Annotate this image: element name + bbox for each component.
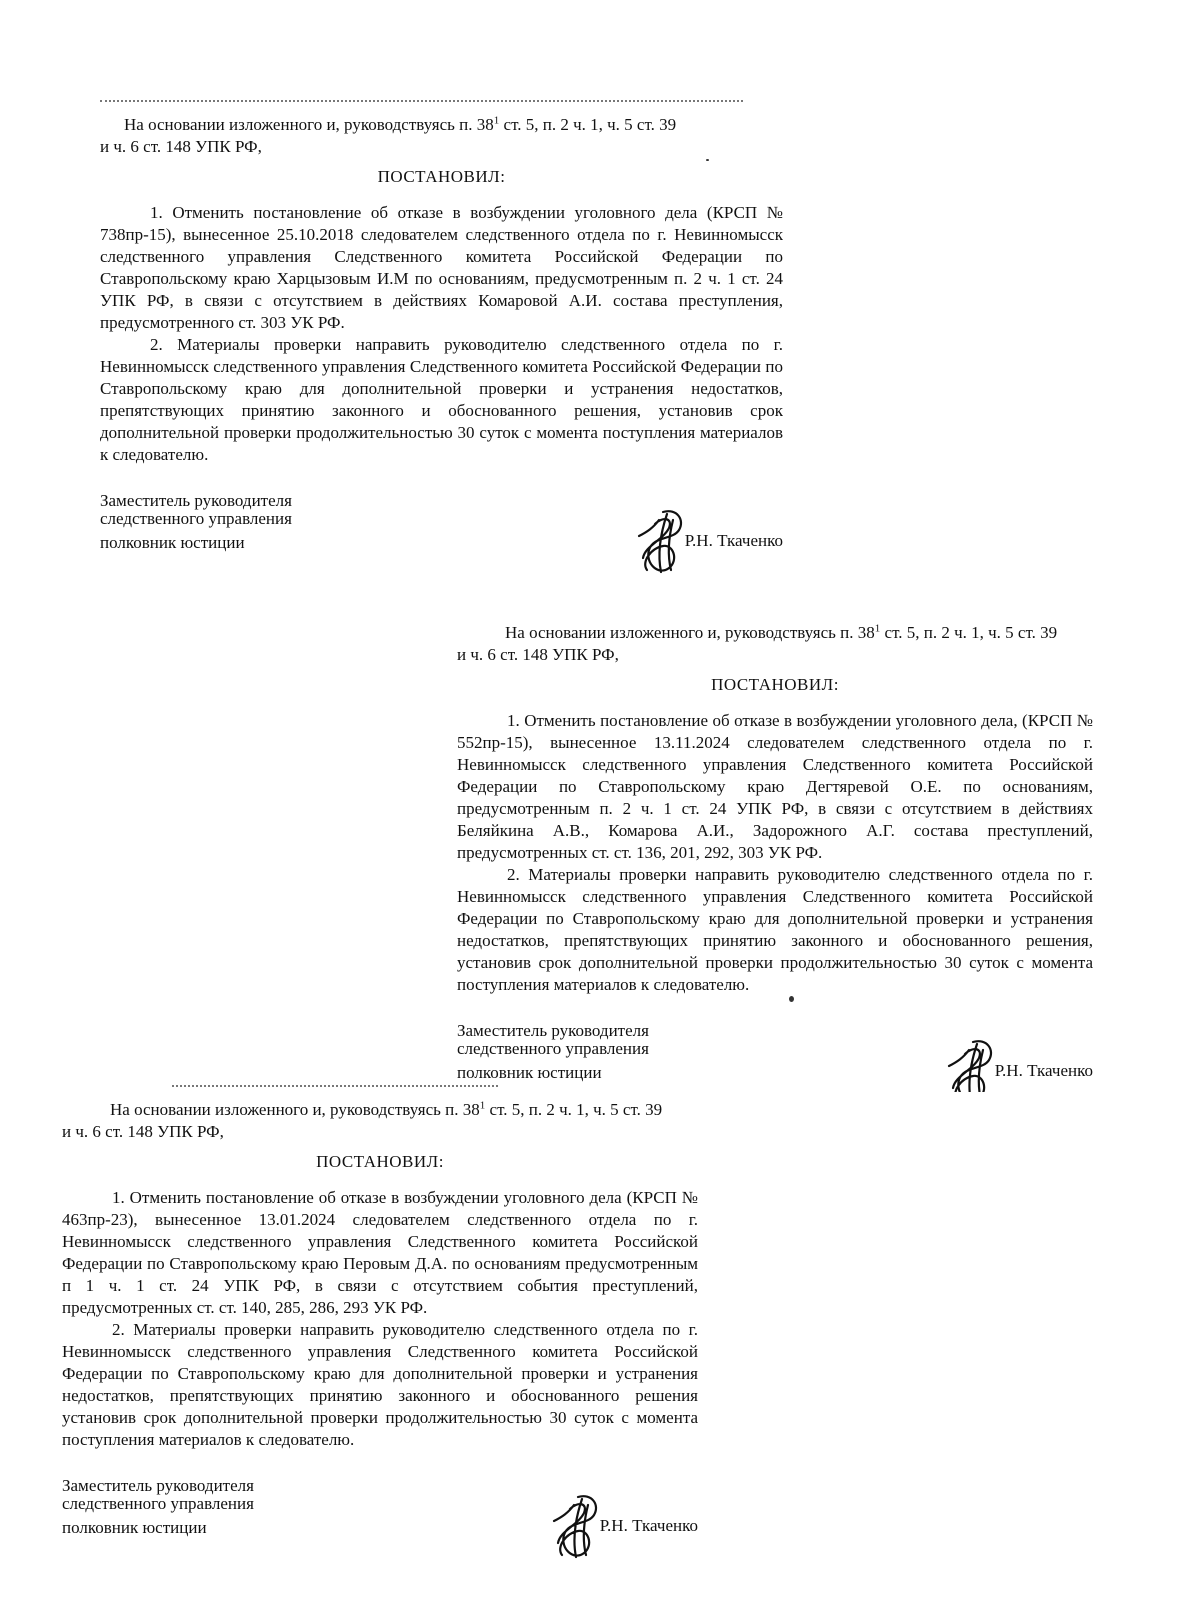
signer-name: Р.Н. Ткаченко <box>684 531 783 550</box>
resolution-item-1: 1. Отменить постановление об отказе в возбуждении уголовного дела (КРСП № 463пр-23), вынесенное 13.01.2024 следователем следственного отдела по г. Невинномысск следственного управления Следственного комитета Российской Федерации по Ставропольскому краю Перовым Д.А. по основаниям предусмотренным п 1 ч. 1 ст. 24 УПК РФ, в связи с отсутствием события преступлений, предусмотренных ст. ст. 140, 285, 286, 293 УК РФ. <box>62 1188 698 1317</box>
basis-text: На основании изложенного и, руководствуясь п. 38 <box>124 115 494 134</box>
basis-superscript: 1 <box>479 1099 486 1112</box>
resolution-item-2: 2. Материалы проверки направить руководителю следственного отдела по г. Невинномысск следственного управления Следственного комитета Российской Федерации по Ставропольскому краю для дополнительной проверки и устранения недостатков, препятствующих принятию законного и обоснованного решения установив срок дополнительной проверки продолжительностью 30 суток с момента поступления материалов к следователю. <box>62 1320 698 1449</box>
resolution-item-2: 2. Материалы проверки направить руководителю следственного отдела по г. Невинномысск следственного управления Следственного комитета Российской Федерации по Ставропольскому краю для дополнительной проверки и устранения недостатков, препятствующих принятию законного и обоснованного решения, установив срок дополнительной проверки продолжительностью 30 суток с момента поступления материалов к следователю. <box>457 865 1093 994</box>
signer-position-line-2: следственного управления <box>62 1494 254 1513</box>
basis-text-tail: ст. 5, п. 2 ч. 1, ч. 5 ст. 39 <box>880 623 1058 642</box>
document-fragment-2 <box>457 622 1093 1092</box>
document-fragment-1 <box>100 100 783 600</box>
resolution-title: ПОСТАНОВИЛ: <box>377 167 506 186</box>
signature-block <box>62 1477 698 1567</box>
basis-superscript: 1 <box>874 622 881 635</box>
signer-position-line-1: Заместитель руководителя <box>457 1021 649 1040</box>
basis-text-tail: ст. 5, п. 2 ч. 1, ч. 5 ст. 39 <box>485 1100 663 1119</box>
basis-superscript: 1 <box>493 114 500 127</box>
basis-text-tail: ст. 5, п. 2 ч. 1, ч. 5 ст. 39 <box>499 115 677 134</box>
resolution-item-2: 2. Материалы проверки направить руководителю следственного отдела по г. Невинномысск следственного управления Следственного комитета Российской Федерации по Ставропольскому краю для дополнительной проверки и устранения недостатков, препятствующих принятию законного и обоснованного решения, установив срок дополнительной проверки продолжительностью 30 суток с момента поступления материалов к следователю. <box>100 335 783 464</box>
basis-paragraph <box>457 622 1093 644</box>
signer-position-line-2: следственного управления <box>100 509 292 528</box>
signer-rank: полковник юстиции <box>100 533 245 552</box>
signer-position-line-2: следственного управления <box>457 1039 649 1058</box>
cut-text-line <box>172 1085 498 1095</box>
basis-paragraph <box>100 114 783 136</box>
signer-name: Р.Н. Ткаченко <box>994 1061 1093 1080</box>
signer-name: Р.Н. Ткаченко <box>599 1516 698 1535</box>
resolution-title: ПОСТАНОВИЛ: <box>316 1152 444 1171</box>
basis-text: На основании изложенного и, руководствуясь п. 38 <box>110 1100 480 1119</box>
basis-continuation: и ч. 6 ст. 148 УПК РФ, <box>100 137 262 156</box>
document-fragment-3 <box>62 1085 698 1575</box>
basis-text: На основании изложенного и, руководствуясь п. 38 <box>505 623 875 642</box>
signer-rank: полковник юстиции <box>62 1518 207 1537</box>
signer-position-line-1: Заместитель руководителя <box>62 1476 254 1495</box>
basis-continuation: и ч. 6 ст. 148 УПК РФ, <box>457 645 619 664</box>
resolution-title: ПОСТАНОВИЛ: <box>711 675 839 694</box>
scan-speck <box>789 996 794 1002</box>
cut-text-line <box>100 100 743 110</box>
resolution-item-1: 1. Отменить постановление об отказе в возбуждении уголовного дела (КРСП № 738пр-15), вынесенное 25.10.2018 следователем следственного отдела по г. Невинномысск следственного управления Следственного комитета Российской Федерации по Ставропольскому краю Харцызовым И.М по основаниям, предусмотренным п. 2 ч. 1 ст. 24 УПК РФ, в связи с отсутствием в действиях Комаровой А.И. состава преступления, предусмотренного ст. 303 УК РФ. <box>100 203 783 332</box>
basis-continuation: и ч. 6 ст. 148 УПК РФ, <box>62 1122 224 1141</box>
scan-speck <box>706 159 709 161</box>
signer-rank: полковник юстиции <box>457 1063 602 1082</box>
resolution-item-1: 1. Отменить постановление об отказе в возбуждении уголовного дела, (КРСП № 552пр-15), вынесенное 13.11.2024 следователем следственного отдела по г. Невинномысск следственного управления Следственного комитета Российской Федерации по Ставропольскому краю Дегтяревой О.Е. по основаниям, предусмотренным п. 2 ч. 1 ст. 24 УПК РФ, в связи с отсутствием в действиях Беляйкина А.В., Комарова А.И., Задорожного А.Г. состава преступлений, предусмотренных ст. ст. 136, 201, 292, 303 УК РФ. <box>457 711 1093 862</box>
signer-position-line-1: Заместитель руководителя <box>100 491 292 510</box>
basis-paragraph <box>62 1099 698 1121</box>
signature-block <box>457 1022 1093 1092</box>
signature-block <box>100 492 783 582</box>
